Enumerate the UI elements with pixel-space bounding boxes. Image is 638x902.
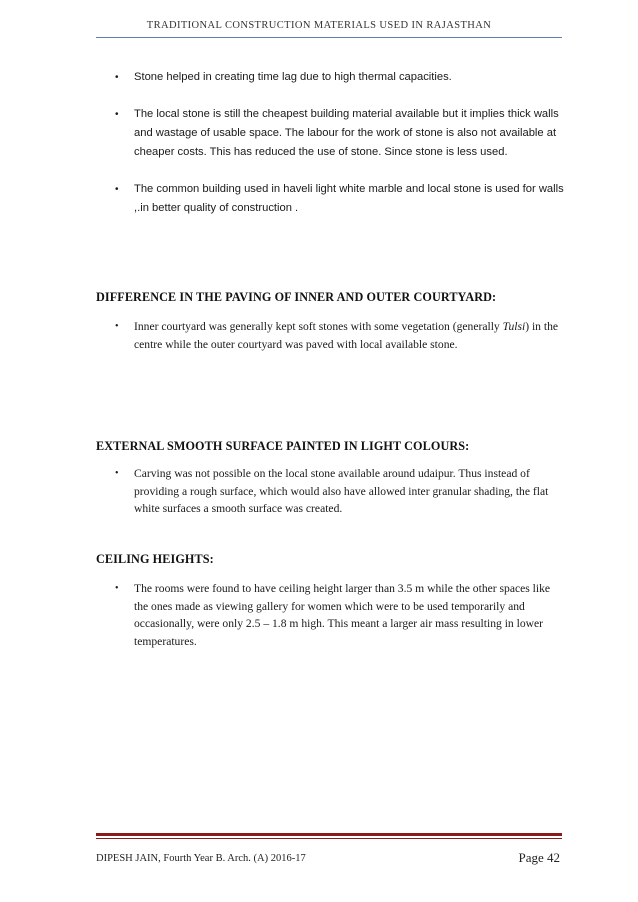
running-header: TRADITIONAL CONSTRUCTION MATERIALS USED IN RAJASTHAN xyxy=(146,20,492,31)
footer-author: DIPESH JAIN, Fourth Year B. Arch. (A) 2016-17 xyxy=(96,853,306,864)
footer-rule-thick xyxy=(96,833,562,836)
bullet-icon: • xyxy=(115,72,119,83)
bullet-icon: • xyxy=(115,109,119,120)
list-item xyxy=(96,68,576,87)
bullet-icon: • xyxy=(115,583,119,594)
list-item-text-end: ) in the centre while the outer courtyard was paved with local available stone. xyxy=(134,320,559,351)
list-item-text: The rooms were found to have ceiling height larger than 3.5 m while the other spaces like the ones made as viewing gallery for women which were to be used temporarily and occasionally, were only 2.5 – 1.8 m high. This meant a larger air mass resulting in lower temperatures. xyxy=(134,582,551,648)
list-item-text: Carving was not possible on the local stone available around udaipur. Thus instead of providing a rough surface, which would also have allowed inter granular shading, the flat white surfaces a smooth surface was created. xyxy=(134,467,549,515)
ceiling-heights-bullet-list xyxy=(96,580,566,650)
list-item xyxy=(96,105,576,162)
tulsi-italic: Tulsi xyxy=(502,320,526,333)
list-item-text: The local stone is still the cheapest building material available but it implies thick walls and wastage of usable space. The labour for the work of stone is also not available at cheaper costs. This has reduced the use of stone. Since stone is less used. xyxy=(134,108,559,158)
section-heading-external-surface: EXTERNAL SMOOTH SURFACE PAINTED IN LIGHT COLOURS: xyxy=(96,439,470,453)
bullet-icon: • xyxy=(115,321,119,332)
list-item xyxy=(96,318,566,353)
paving-bullet-list xyxy=(96,318,566,353)
external-surface-bullet-list xyxy=(96,465,566,518)
section-heading-paving: DIFFERENCE IN THE PAVING OF INNER AND OUTER COURTYARD: xyxy=(96,290,497,304)
section-heading-ceiling-heights: CEILING HEIGHTS: xyxy=(96,552,214,566)
list-item xyxy=(96,465,566,518)
footer-rule-thin xyxy=(96,838,562,839)
bullet-icon: • xyxy=(115,468,119,479)
list-item-text: The common building used in haveli light white marble and local stone is used for walls ,.in better quality of construction . xyxy=(134,183,564,214)
list-item-text-start: Inner courtyard was generally kept soft stones with some vegetation (generally xyxy=(134,320,503,333)
list-item-text: Stone helped in creating time lag due to high thermal capacities. xyxy=(134,71,452,83)
list-item xyxy=(96,180,576,218)
page-number: Page 42 xyxy=(518,850,560,865)
header-rule xyxy=(96,37,562,38)
bullet-icon: • xyxy=(115,184,119,195)
list-item xyxy=(96,580,566,650)
intro-bullet-list xyxy=(96,68,576,218)
